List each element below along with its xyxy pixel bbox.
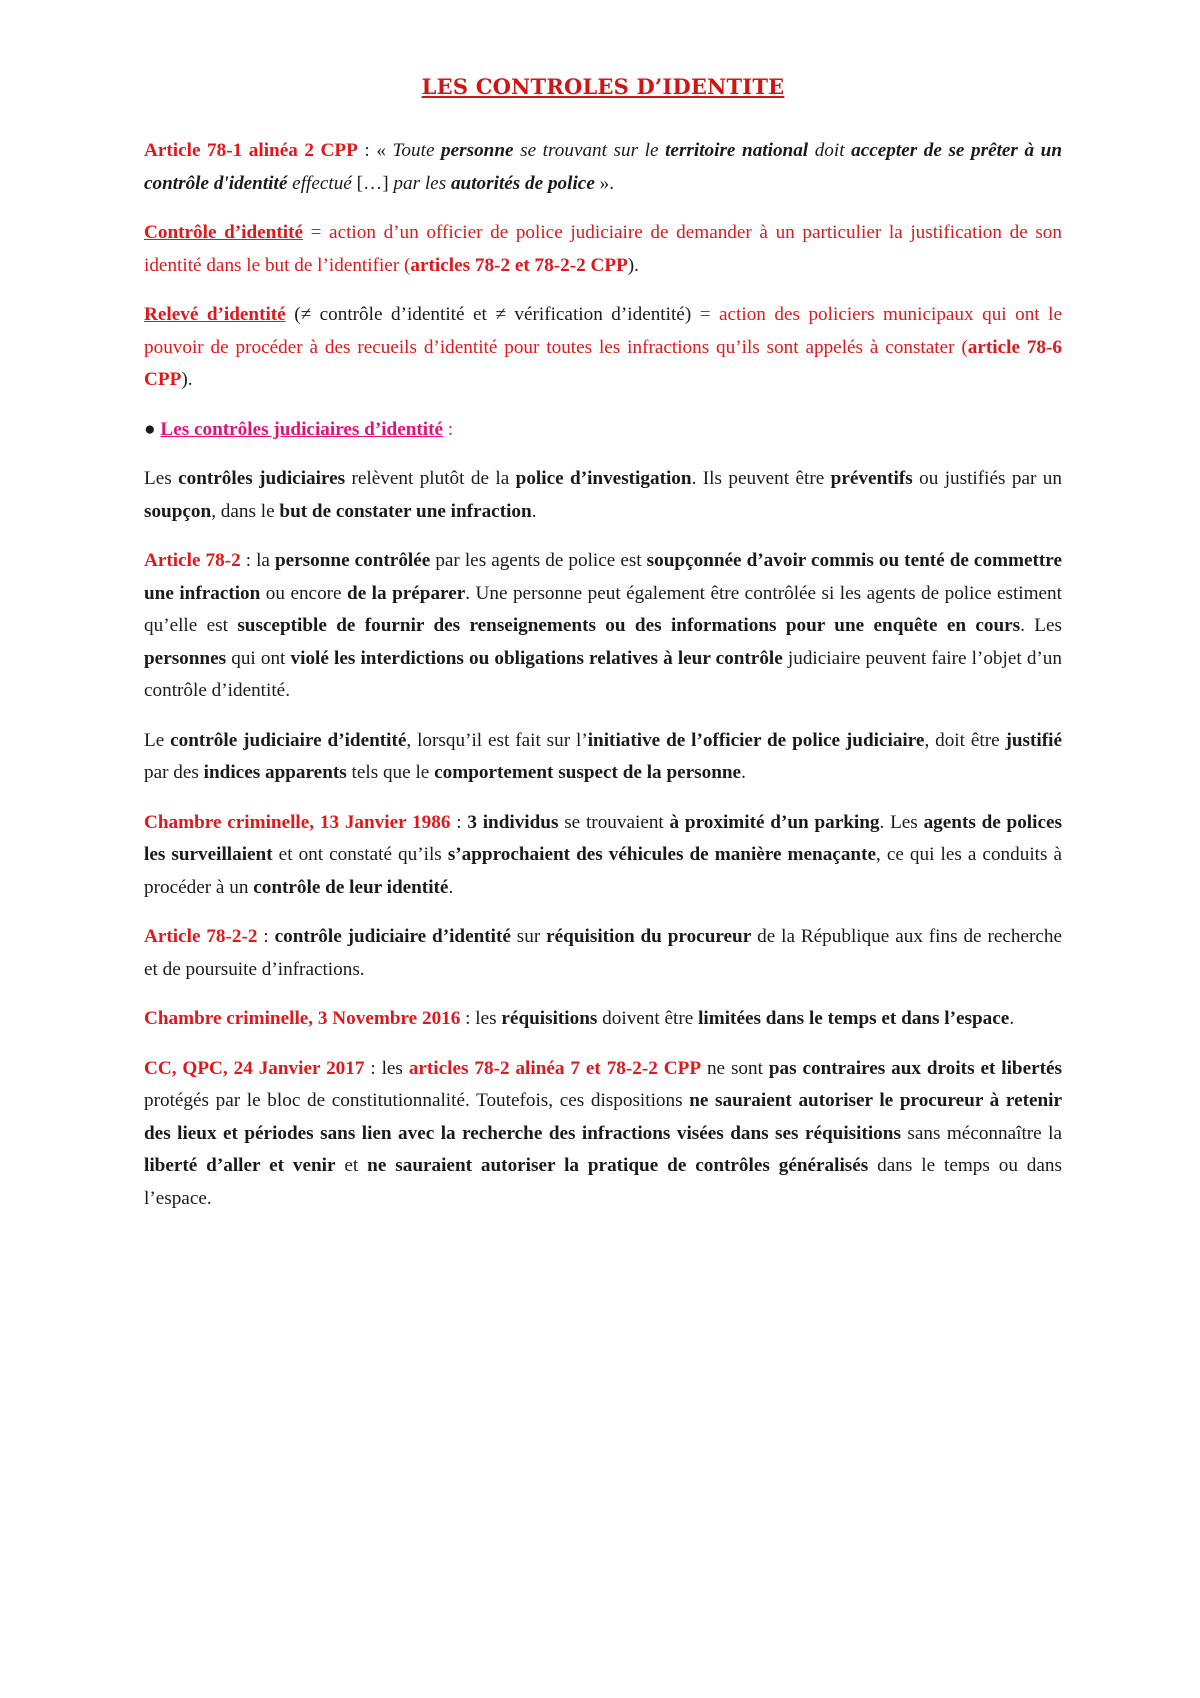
paragraph-controle-judiciaire-opj: Le contrôle judiciaire d’identité, lorsqu’il est fait sur l’initiative de l’officier de police judiciaire, doit être justifié par des indices apparents tels que le comportement suspect de la personne. [144,729,1062,783]
paragraph-article-78-1: Article 78-1 alinéa 2 CPP : « Toute personne se trouvant sur le territoire national doit accepter de se prêter à un contrôle d'identité effectué […] par les autorités de police ». [144,140,1062,194]
paragraph-definition-controle: Contrôle d’identité = action d’un officier de police judiciaire de demander à un particulier la justification de son identité dans le but de l’identifier (articles 78-2 et 78-2-2 CPP). [144,222,1062,276]
legal-reference: articles 78-2 alinéa 7 et 78-2-2 CPP [408,1057,702,1079]
paragraph-cc-qpc-2017: CC, QPC, 24 Janvier 2017 : les articles 78-2 alinéa 7 et 78-2-2 CPP ne sont pas contraires aux droits et libertés protégés par le bloc de constitutionnalité. Toutefois, ces dispositions ne sauraient autoriser le procureur à retenir des lieux et périodes sans lien avec la recherche des infractions visées dans ses réquisitions sans méconnaître la liberté d’aller et venir et ne sauraient autoriser la pratique de contrôles généralisés dans le temps ou dans l’espace. [144,1057,1063,1209]
defined-term: Relevé d’identité [144,304,286,325]
case-reference: Chambre criminelle, 13 Janvier 1986 [144,811,451,833]
bullet-icon: ● [144,418,156,440]
paragraph-controles-judiciaires: Les contrôles judiciaires relèvent plutôt de la police d’investigation. Ils peuvent être préventifs ou justifiés par un soupçon, dans le but de constater une infraction. [144,468,1062,522]
paragraph-definition-releve: Relevé d’identité (≠ contrôle d’identité et ≠ vérification d’identité) = action des policiers municipaux qui ont le pouvoir de procéder à des recueils d’identité pour toutes les infractions qu’ils sont appelés à constater (article 78-6 CPP). [144,304,1062,390]
paragraph-article-78-2-2: Article 78-2-2 : contrôle judiciaire d’identité sur réquisition du procureur de la République aux fins de recherche et de poursuite d’infractions. [144,926,1063,980]
legal-reference: article 78-6 CPP [144,336,1062,390]
page-title: LES CONTROLES D’IDENTITE [421,74,785,99]
section-heading-text: Les contrôles judiciaires d’identité [160,418,444,440]
legal-reference: Article 78-1 alinéa 2 CPP [144,140,358,161]
case-reference: Chambre criminelle, 3 Novembre 2016 [144,1008,461,1029]
defined-term: Contrôle d’identité [144,222,303,243]
legal-reference: Article 78-2 [144,550,241,571]
paragraph-crim-1986: Chambre criminelle, 13 Janvier 1986 : 3 individus se trouvaient à proximité d’un parking. Les agents de polices les surveillaient et ont constaté qu’ils s’approchaient des véhicules de manière menaçante, ce qui les a conduits à procéder à un contrôle de leur identité. [144,811,1063,898]
paragraph-crim-2016: Chambre criminelle, 3 Novembre 2016 : les réquisitions doivent être limitées dans le temps et dans l’espace. [144,1008,1015,1029]
legal-reference: articles 78-2 et 78-2-2 CPP [410,254,628,276]
case-reference: CC, QPC, 24 Janvier 2017 [144,1057,365,1079]
legal-reference: Article 78-2-2 [144,926,258,947]
paragraph-article-78-2: Article 78-2 : la personne contrôlée par les agents de police est soupçonnée d’avoir commis ou tenté de commettre une infraction ou encore de la préparer. Une personne peut également être contrôlée si les agents de police estiment qu’elle est susceptible de fournir des renseignements ou des informations pour une enquête en cours. Les personnes qui ont violé les interdictions ou obligations relatives à leur contrôle judiciaire peuvent faire l’objet d’un contrôle d’identité. [144,550,1062,701]
section-heading: ● Les contrôles judiciaires d’identité : [144,418,454,440]
